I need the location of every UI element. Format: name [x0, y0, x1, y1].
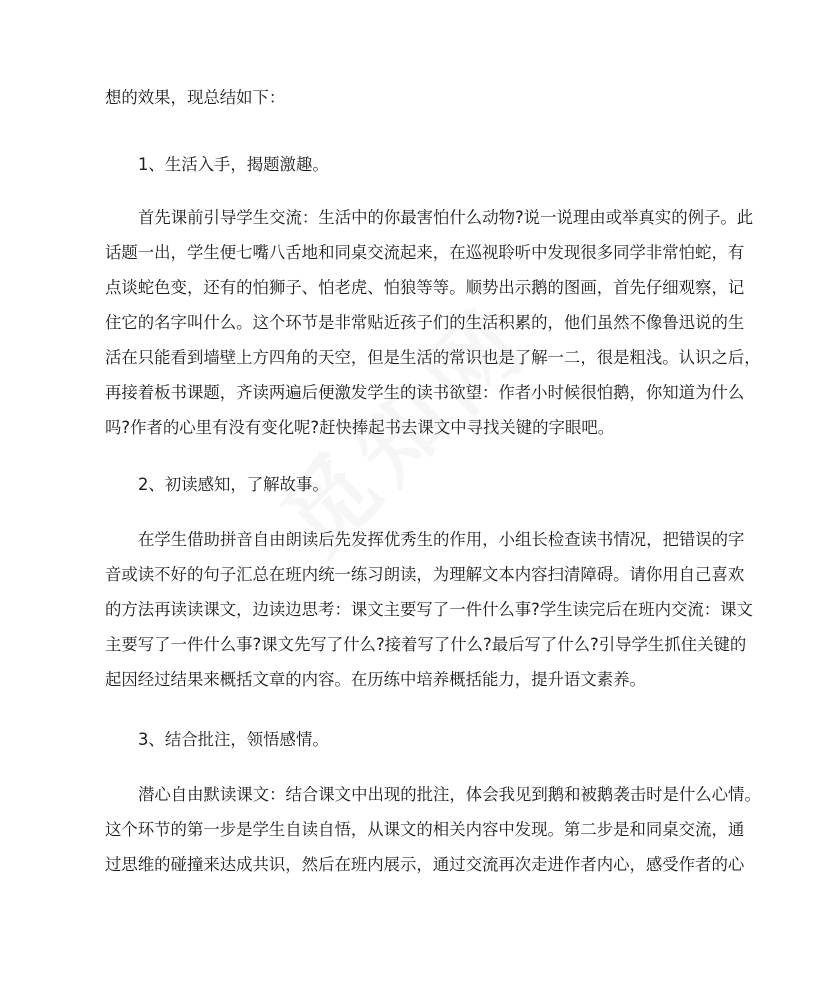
paragraph-line: 在学生借助拼音自由朗读后先发挥优秀生的作用，小组长检查读书情况，把错误的字: [138, 530, 745, 549]
paragraph-line: 的方法再读读课文，边读边思考：课文主要写了一件什么事?学生读完后在班内交流：课文: [105, 600, 753, 619]
paragraph-line: 潜心自由默读课文：结合课文中出现的批注，体会我见到鹅和被鹅袭击时是什么心情。: [138, 785, 761, 804]
paragraph-line: 音或读不好的句子汇总在班内统一练习朗读，为理解文本内容扫清障碍。请你用自己喜欢: [105, 565, 745, 584]
paragraph-line: 这个环节的第一步是学生自读自悟，从课文的相关内容中发现。第二步是和同桌交流，通: [105, 820, 745, 839]
paragraph-line: 话题一出，学生便七嘴八舌地和同桌交流起来，在巡视聆听中发现很多同学非常怕蛇，有: [105, 243, 745, 262]
paragraph-line: 活在只能看到墙壁上方四角的天空，但是生活的常识也是了解一二，很是粗浅。认识之后，: [105, 348, 761, 367]
section-2-heading: 2、初读感知，了解故事。: [138, 475, 329, 494]
paragraph-line: 主要写了一件什么事?课文先写了什么?接着写了什么?最后写了什么?引导学生抓住关键的: [105, 635, 747, 654]
paragraph-line: 再接着板书课题，齐读两遍后便激发学生的读书欲望：作者小时候很怕鹅，你知道为什么: [105, 383, 745, 402]
paragraph-line: 首先课前引导学生交流：生活中的你最害怕什么动物?说一说理由或举真实的例子。此: [138, 208, 754, 227]
paragraph-line: 点谈蛇色变，还有的怕狮子、怕老虎、怕狼等等。顺势出示鹅的图画，首先仔细观察，记: [105, 278, 745, 297]
intro-line: 想的效果，现总结如下：: [105, 88, 286, 107]
paragraph-line: 过思维的碰撞来达成共识，然后在班内展示，通过交流再次走进作者内心，感受作者的心: [105, 855, 745, 874]
section-1-heading: 1、生活入手，揭题激趣。: [138, 155, 329, 174]
paragraph-line: 起因经过结果来概括文章的内容。在历练中培养概括能力，提升语文素养。: [105, 670, 646, 689]
paragraph-line: 吗?作者的心里有没有变化呢?赶快捧起书去课文中寻找关键的字眼吧。: [105, 418, 615, 437]
section-3-heading: 3、结合批注，领悟感情。: [138, 730, 329, 749]
paragraph-line: 住它的名字叫什么。这个环节是非常贴近孩子们的生活积累的，他们虽然不像鲁迅说的生: [105, 313, 745, 332]
